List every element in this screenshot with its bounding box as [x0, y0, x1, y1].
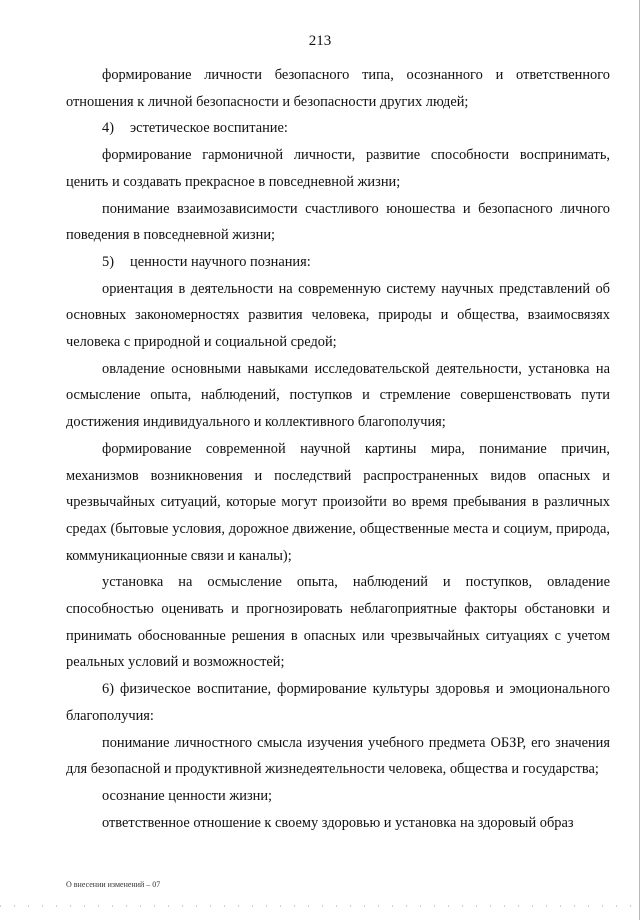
enum-text: ценности научного познания: [130, 253, 311, 270]
paragraph-1: формирование личности безопасного типа, осознанного и ответственного отношения к личной безопасности и безопасности других людей; [66, 67, 610, 110]
enum-item-5 [66, 249, 610, 276]
enum-number: 4) [102, 120, 114, 137]
paragraph-9: установка на осмысление опыта, наблюдений и поступков, овладение способностью оценивать и прогнозировать неблагоприятные факторы обстановки и принимать обоснованные решения в опасных или чрезвычайных ситуациях с учетом реальных условий и возможностей; [66, 574, 610, 671]
scan-artifact-line [0, 905, 640, 907]
enum-number: 5) [102, 253, 114, 270]
paragraph-6: ориентация в деятельности на современную систему научных представлений об основных закономерностях развития человека, природы и общества, взаимосвязях человека с природной и социальной средой; [66, 280, 610, 351]
enum-text: эстетическое воспитание: [130, 120, 288, 137]
paragraph-11: понимание личностного смысла изучения учебного предмета ОБЗР, его значения для безопасной и продуктивной жизнедеятельности человека, общества и государства; [66, 734, 610, 778]
paragraph-10: 6) физическое воспитание, формирование культуры здоровья и эмоционального благополучия: [66, 681, 610, 724]
paragraph-8: формирование современной научной картины мира, понимание причин, механизмов возникновения и последствий распространенных видов опасных и чрезвычайных ситуаций, которые могут произойти во время пребывания в различных средах (бытовые условия, дорожное движение, общественные места и социум, природа, коммуникационные связи и каналы); [66, 440, 610, 564]
paragraph-7: овладение основными навыками исследовательской деятельности, установка на осмысление опыта, наблюдений, поступков и стремление совершенствовать пути достижения индивидуального и коллективного благополучия; [66, 360, 610, 431]
page-number: 213 [308, 33, 332, 49]
paragraph-4: понимание взаимозависимости счастливого юношества и безопасного личного поведения в повседневной жизни; [66, 200, 610, 244]
paragraph-3: формирование гармоничной личности, развитие способности воспринимать, ценить и создавать прекрасное в повседневной жизни; [66, 147, 610, 190]
document-body [66, 62, 610, 836]
footer-note: О внесении изменений – 07 [66, 880, 161, 889]
paragraph-12: осознание ценности жизни; [102, 787, 273, 804]
paragraph-13: ответственное отношение к своему здоровью и установка на здоровый образ [102, 814, 574, 831]
enum-item-4 [66, 115, 610, 142]
